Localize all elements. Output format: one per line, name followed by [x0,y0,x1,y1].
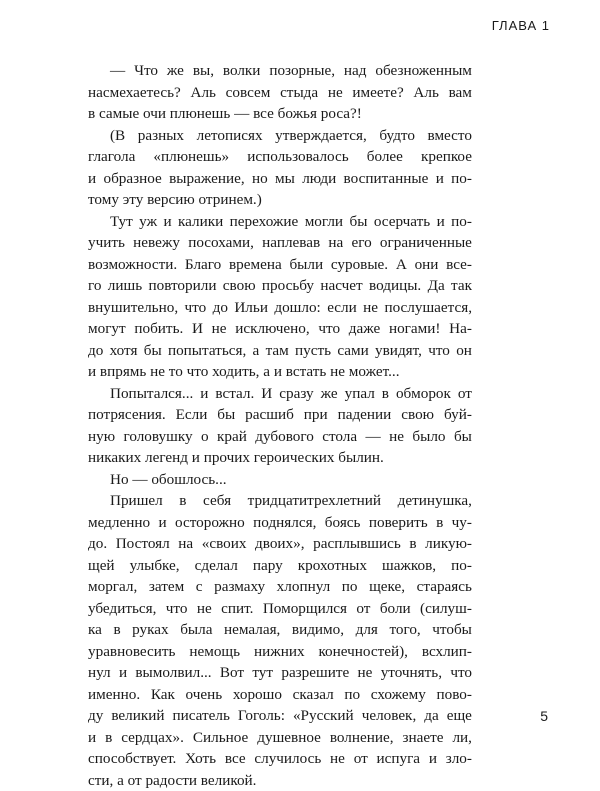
text-line: уравновесить немощь нижних конечностей), всхлип- [88,641,472,663]
text-line: ду великий писатель Гоголь: «Русский человек, да еще [88,705,472,727]
text-line: сти, а от радости великой. [88,770,472,791]
body-text [88,60,472,791]
text-line: медленно и осторожно поднялся, боясь поверить в чу- [88,512,472,534]
text-line: — Что же вы, волки позорные, над обезноженным [88,60,472,82]
text-line: Тут уж и калики перехожие могли бы осерчать и по- [88,211,472,233]
text-line: могут побить. И не исключено, что даже ногами! На- [88,318,472,340]
text-line: убедиться, что не спит. Поморщился от боли (силуш- [88,598,472,620]
text-line: до хотя бы попытаться, а там пусть сами увидят, что он [88,340,472,362]
text-line: до. Постоял на «своих двоих», расплывшись в ликую- [88,533,472,555]
paragraph [88,383,472,469]
paragraph [88,125,472,211]
text-line: и в сердцах». Сильное душевное волнение, знаете ли, [88,727,472,749]
text-line: в самые очи плюнешь — все божья роса?! [88,103,472,125]
text-line: и образное выражение, но мы люди воспитанные и по- [88,168,472,190]
paragraph [88,469,472,491]
text-line: никаких легенд и прочих героических былин. [88,447,472,469]
page-number: 5 [540,708,548,724]
text-line: щей улыбке, сделал пару крохотных шажков, по- [88,555,472,577]
text-line: моргал, затем с размаху хлопнул по щеке, стараясь [88,576,472,598]
text-line: и впрямь не то что ходить, а и встать не может... [88,361,472,383]
text-line: глагола «плюнешь» использовалось более крепкое [88,146,472,168]
text-line: способствует. Хоть все случилось не от испуга и зло- [88,748,472,770]
paragraph [88,211,472,383]
text-line: насмехаетесь? Аль совсем стыда не имеете? Аль вам [88,82,472,104]
text-line: Пришел в себя тридцатитрехлетний детинушка, [88,490,472,512]
chapter-header: ГЛАВА 1 [492,18,550,33]
text-line: возможности. Благо времена были суровые. А они все- [88,254,472,276]
text-line: именно. Как очень хорошо сказал по схожему пово- [88,684,472,706]
text-line: Но — обошлось... [88,469,472,491]
text-line: внушительно, что до Ильи дошло: если не послушается, [88,297,472,319]
text-line: тому эту версию отринем.) [88,189,472,211]
text-line: Попытался... и встал. И сразу же упал в обморок от [88,383,472,405]
text-line: (В разных летописях утверждается, будто вместо [88,125,472,147]
text-line: учить невежу посохами, наплевав на его ограниченные [88,232,472,254]
text-line: нул и вымолвил... Вот тут разрешите не уточнять, что [88,662,472,684]
paragraph [88,60,472,125]
text-line: потрясения. Если бы расшиб при падении свою буй- [88,404,472,426]
text-line: го лишь повторили свою просьбу насчет водицы. Да так [88,275,472,297]
text-line: ка в руках была немалая, видимо, для того, чтобы [88,619,472,641]
paragraph [88,490,472,791]
text-line: ную головушку о край дубового стола — не было бы [88,426,472,448]
